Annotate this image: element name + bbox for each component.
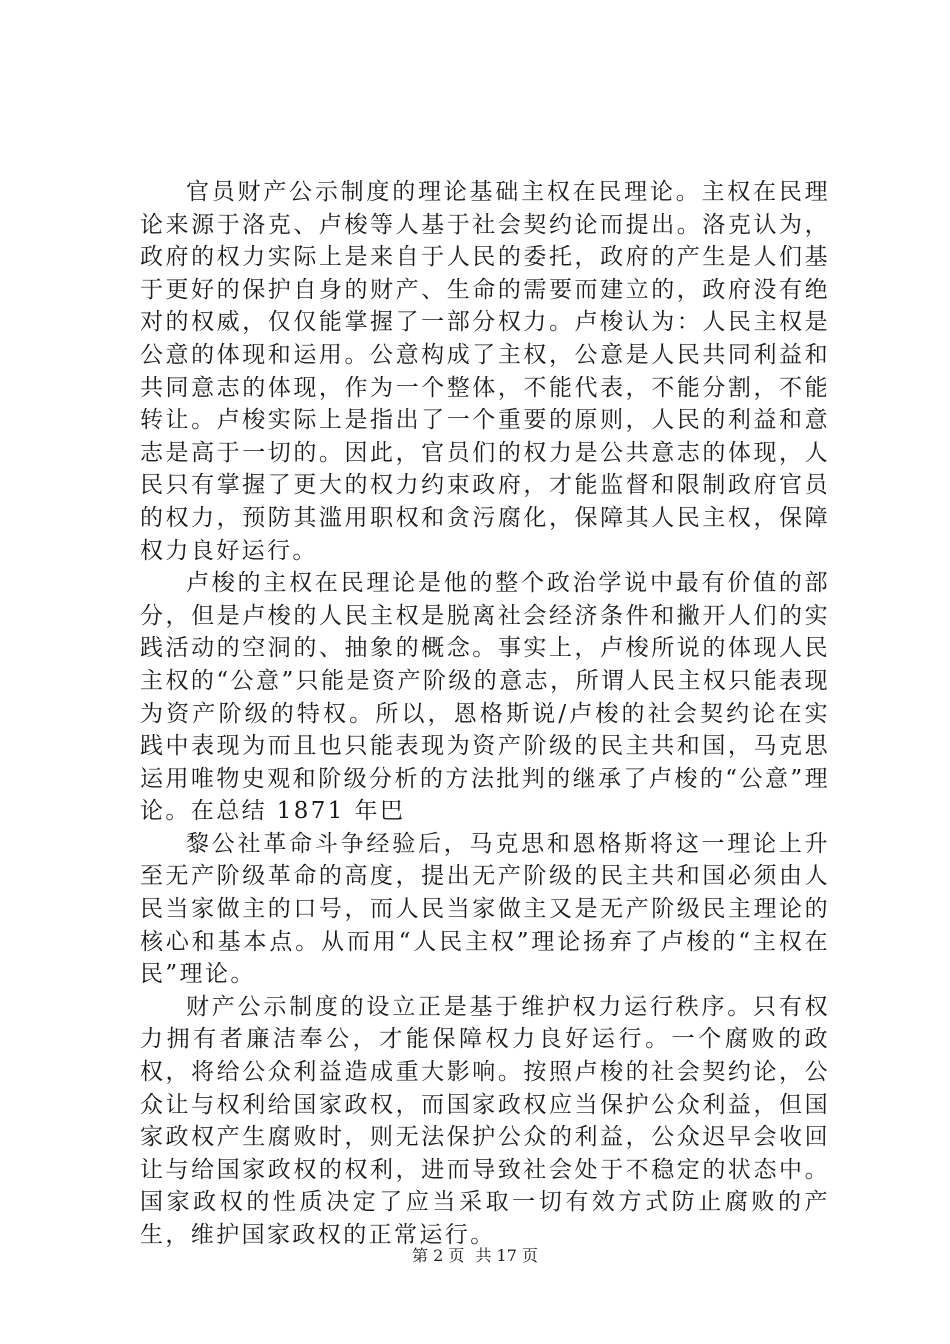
page-total: 共 17 页 — [475, 1246, 538, 1265]
document-body — [140, 176, 830, 1252]
paragraph-3: 黎公社革命斗争经验后，马克思和恩格斯将这一理论上升至无产阶级革命的高度，提出无产阶级的民主共和国必须由人民当家做主的口号，而人民当家做主又是无产阶级民主理论的核心和基本点。从而用“人民主权”理论扬弃了卢梭的“主权在民”理论。 — [140, 830, 830, 988]
paragraph-1: 官员财产公示制度的理论基础主权在民理论。主权在民理论来源于洛克、卢梭等人基于社会契约论而提出。洛克认为，政府的权力实际上是来自于人民的委托，政府的产生是人们基于更好的保护自身的财产、生命的需要而建立的，政府没有绝对的权威，仅仅能掌握了一部分权力。卢梭认为：人民主权是公意的体现和运用。公意构成了主权，公意是人民共同利益和共同意志的体现，作为一个整体，不能代表，不能分割，不能转让。卢梭实际上是指出了一个重要的原则，人民的利益和意志是高于一切的。因此，官员们的权力是公共意志的体现，人民只有掌握了更大的权力约束政府，才能监督和限制政府官员的权力，预防其滥用职权和贪污腐化，保障其人民主权，保障权力良好运行。 — [140, 179, 830, 564]
paragraph-2: 卢梭的主权在民理论是他的整个政治学说中最有价值的部分，但是卢梭的人民主权是脱离社会经济条件和撇开人们的实践活动的空洞的、抽象的概念。事实上，卢梭所说的体现人民主权的“公意”只能是资产阶级的意志，所谓人民主权只能表现为资产阶级的特权。所以，恩格斯说/卢梭的社会契约论在实践中表现为而且也只能表现为资产阶级的民主共和国，马克思运用唯物史观和阶级分析的方法批判的继承了卢梭的“公意”理论。在总结 1871 年巴 — [140, 570, 830, 825]
page-footer — [0, 1243, 950, 1266]
page-number: 第 2 页 — [412, 1246, 465, 1265]
paragraph-4: 财产公示制度的设立正是基于维护权力运行秩序。只有权力拥有者廉洁奉公，才能保障权力良好运行。一个腐败的政权，将给公众利益造成重大影响。按照卢梭的社会契约论，公众让与权利给国家政权，而国家政权应当保护公众利益，但国家政权产生腐败时，则无法保护公众的利益，公众迟早会收回让与给国家政权的权利，进而导致社会处于不稳定的状态中。国家政权的性质决定了应当采取一切有效方式防止腐败的产生，维护国家政权的正常运行。 — [140, 993, 830, 1248]
